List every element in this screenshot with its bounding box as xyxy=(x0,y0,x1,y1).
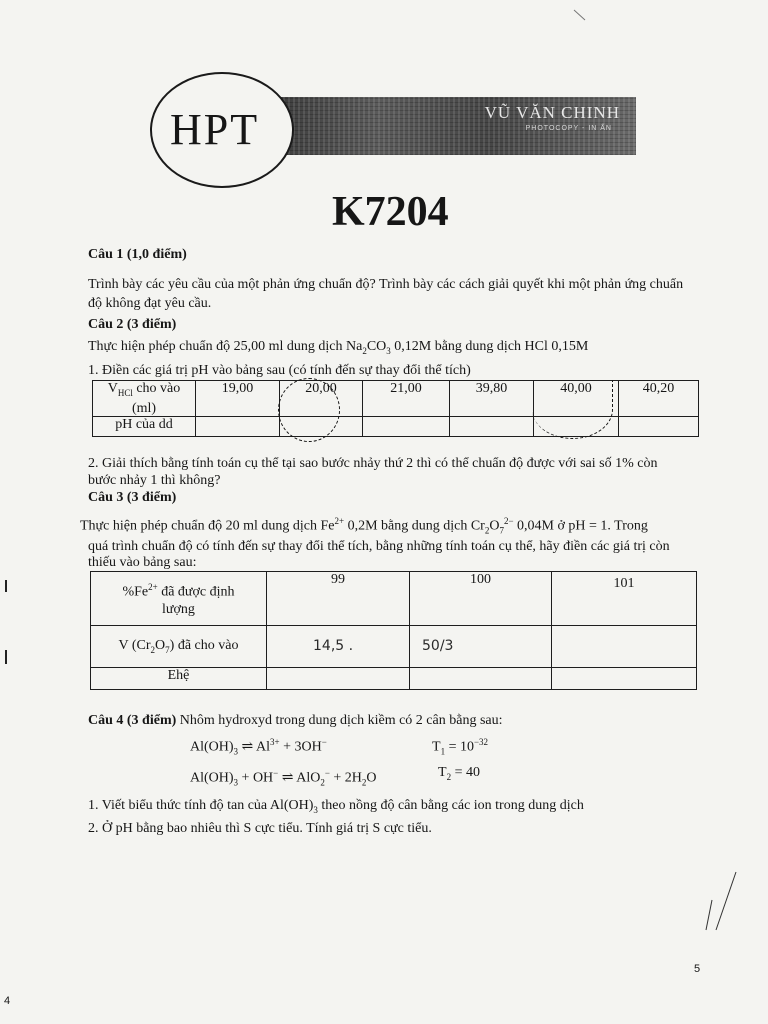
q2-heading: Câu 2 (3 điểm) xyxy=(88,317,177,332)
handwritten-value: 14,5 . xyxy=(313,638,354,654)
q3-percent-header: $\%Fe^{2+}$ đã được định lượng xyxy=(91,572,267,626)
q4-constant-1: $T_1 = 10^{-32}$ xyxy=(432,737,489,757)
q3-percent-value: 101 xyxy=(552,572,697,626)
q3-text-line3: thiếu vào bảng sau: xyxy=(88,555,197,570)
q2-volume-value: 19,00 xyxy=(196,381,280,417)
exam-code: K7204 xyxy=(332,189,449,235)
q2-task1: 1. Điền các giá trị pH vào bảng sau (có tính đến sự thay đổi thể tích) xyxy=(88,363,471,378)
q4-task1: 1. Viết biểu thức tính độ tan của $Al(OH)_3$ theo nồng độ cân bằng các ion trong dung dịch xyxy=(88,798,584,815)
handwritten-value: 50/3 xyxy=(422,638,454,654)
q2-volume-header: $V_{HCl}$ cho vào (ml) xyxy=(93,381,196,417)
q2-volume-value: 40,00 xyxy=(534,381,619,417)
q4-task2: 2. Ở pH bằng bao nhiêu thì S cực tiểu. Tính giá trị S cực tiểu. xyxy=(88,821,432,836)
page-number-left: 4 xyxy=(4,995,11,1007)
q3-percent-value: 100 xyxy=(410,572,552,626)
q2-volume-value: 39,80 xyxy=(450,381,534,417)
q2-volume-value: 20,00 xyxy=(280,381,363,417)
banner-name: VŨ VĂN CHINH xyxy=(484,103,620,122)
q2-volume-value: 40,20 xyxy=(619,381,699,417)
q3-heading: Câu 3 (3 điểm) xyxy=(88,490,177,505)
q4-constant-2: $T_2 = 40$ xyxy=(438,765,480,782)
q1-text-line1: Trình bày các yêu cầu của một phản ứng chuẩn độ? Trình bày các cách giải quyết khi một phản ứng chuẩn xyxy=(88,277,684,292)
q3-percent-value: 99 xyxy=(267,572,410,626)
q1-heading: Câu 1 (1,0 điểm) xyxy=(88,247,187,262)
q4-equation-2: $Al(OH)_3 + OH^-$ ⇌ $AlO_2^- + 2H_2O$ xyxy=(190,768,377,788)
q3-text-line1: Thực hiện phép chuẩn độ 20 ml dung dịch $Fe^{2+}$ 0,2M bằng dung dịch $Cr_2O_7^{2-}$ 0,04M ở pH = 1. Trong xyxy=(80,516,648,536)
logo-text: HPT xyxy=(170,105,260,154)
q2-task2-line2: bước nhảy 1 thì không? xyxy=(88,473,221,488)
page-number: 5 xyxy=(694,963,701,975)
q3-text-line2: quá trình chuẩn độ có tính đến sự thay đổi thể tích, bằng những tính toán cụ thể, hãy điền các giá trị còn xyxy=(88,539,670,554)
q1-text-line2: độ không đạt yêu cầu. xyxy=(88,296,212,311)
q3-volume-label: V $(Cr_2O_7)$ đã cho vào xyxy=(91,626,267,668)
q2-task2-line1: 2. Giải thích bằng tính toán cụ thể tại sao bước nhảy thứ 2 thì có thể chuẩn độ được với sai số 1% còn xyxy=(88,456,658,471)
q2-ph-label: pH của dd xyxy=(93,416,196,436)
q2-volume-value: 21,00 xyxy=(363,381,450,417)
q4-equation-1: $Al(OH)_3$ ⇌ $Al^{3+} + 3OH^-$ xyxy=(190,737,327,757)
q3-eh-label: Ehệ xyxy=(91,668,267,690)
q4-intro: Câu 4 (3 điểm) Nhôm hydroxyd trong dung dịch kiềm có 2 cân bằng sau: xyxy=(88,713,503,728)
banner-subtitle: PHOTOCOPY - IN ẤN xyxy=(525,125,612,132)
q2-intro: Thực hiện phép chuẩn độ 25,00 ml dung dịch $Na_2CO_3$ 0,12M bằng dung dịch HCl 0,15M xyxy=(88,339,589,356)
